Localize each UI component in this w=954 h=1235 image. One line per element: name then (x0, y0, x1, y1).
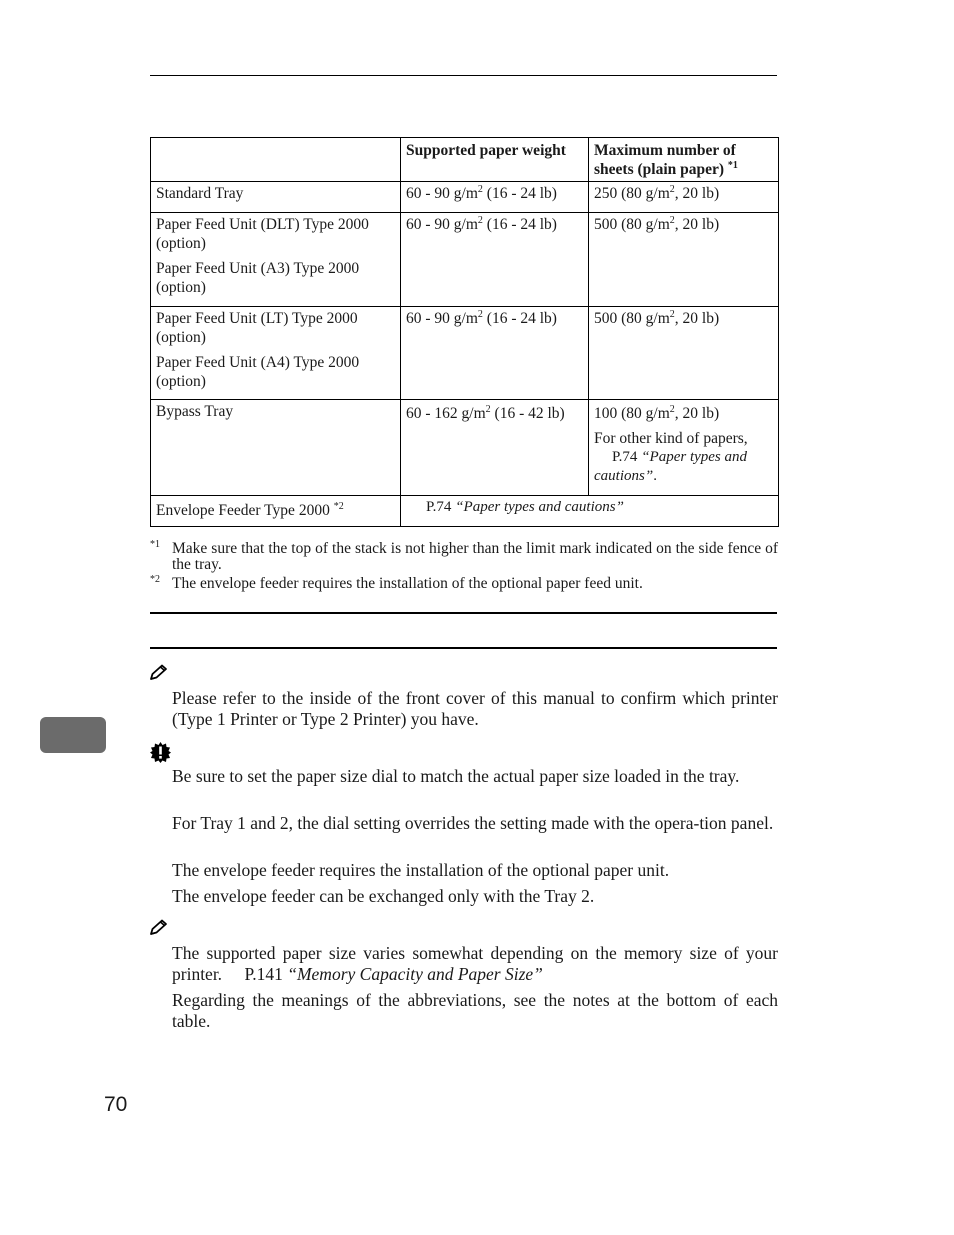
tray-cell: Paper Feed Unit (DLT) Type 2000 (option) Paper Feed Unit (A3) Type 2000 (option) (151, 213, 401, 307)
important-text: Be sure to set the paper size dial to match the actual paper size loaded in the tray. (172, 766, 740, 786)
important-text: For Tray 1 and 2, the dial setting overrides the setting made with the opera-tion panel. (172, 813, 774, 833)
header-cell-weight: Supported paper weight (401, 138, 589, 182)
tray-cell: Bypass Tray (151, 400, 401, 496)
header-cell-empty (151, 138, 401, 182)
tray-cell: Standard Tray (151, 182, 401, 213)
chapter-tab (40, 717, 106, 753)
envelope-ref-cell (401, 496, 779, 527)
page-ref[interactable]: P.141 (244, 964, 283, 984)
tray-cell: Envelope Feeder Type 2000 $^{*2}$ (151, 496, 401, 527)
table-row-envelope (151, 496, 779, 527)
weight-cell: 60 - 162 $g/m^2$ (16 - 42 lb) (401, 400, 589, 496)
footnote-1: *1 Make sure that the top of the stack is not higher than the limit mark indicated on the side fence of the tray. (150, 539, 778, 573)
paper-capacity-table (150, 137, 779, 527)
page-ref-title[interactable]: “Paper types and cautions” (594, 449, 748, 484)
important-text: The envelope feeder can be exchanged only with the Tray 2. (172, 886, 595, 906)
header-rule (150, 75, 777, 76)
footnote-2: *2 The envelope feeder requires the installation of the optional paper feed unit. (150, 574, 643, 592)
table-header-row (151, 138, 779, 182)
sheets-cell: 500 (80 $g/m^2$, 20 lb) (589, 307, 779, 400)
sheets-cell: 500 (80 $g/m^2$, 20 lb) (589, 213, 779, 307)
pencil-icon (149, 664, 169, 686)
tray-cell: Paper Feed Unit (LT) Type 2000 (option) Paper Feed Unit (A4) Type 2000 (option) (151, 307, 401, 400)
section-rule (150, 612, 777, 614)
note-text: The supported paper size varies somewhat depending on the memory size of your printer. P.141 “Memory Capacity and Paper Size” (172, 943, 778, 984)
important-text: The envelope feeder requires the installation of the optional paper unit. (172, 860, 670, 880)
page-ref[interactable]: P.74 (612, 449, 638, 465)
section-rule (150, 647, 777, 649)
exclamation-gear-icon (149, 741, 172, 769)
sheets-cell: 100 (80 $g/m^2$, 20 lb) For other kind of papers, P.74 “Paper types and cautions”. (589, 400, 779, 496)
table-row (151, 307, 779, 400)
page-ref-title[interactable]: “Paper types and cautions” (455, 499, 624, 515)
table-row (151, 213, 779, 307)
note-text: Regarding the meanings of the abbreviations, see the notes at the bottom of each table. (172, 990, 778, 1031)
footnote-ref-2: *2 (333, 500, 344, 512)
table-row (151, 400, 779, 496)
header-cell-sheets: Maximum number of sheets (plain paper) $^{*1}$ (589, 138, 779, 182)
weight-cell: 60 - 90 $g/m^2$ (16 - 24 lb) (401, 213, 589, 307)
table-row (151, 182, 779, 213)
note-text: Please refer to the inside of the front cover of this manual to confirm which printer (Type 1 Printer or Type 2 Printer) you have. (172, 688, 778, 729)
sheets-cell: 250 (80 $g/m^2$, 20 lb) (589, 182, 779, 213)
page-ref-title[interactable]: “Memory Capacity and Paper Size” (287, 964, 543, 984)
page-ref[interactable]: P.74 (426, 499, 452, 515)
weight-cell: 60 - 90 $g/m^2$ (16 - 24 lb) (401, 182, 589, 213)
weight-cell: 60 - 90 $g/m^2$ (16 - 24 lb) (401, 307, 589, 400)
page-number: 70 (104, 1093, 128, 1116)
footnote-ref-1: *1 (727, 159, 738, 171)
pencil-icon (149, 919, 169, 941)
